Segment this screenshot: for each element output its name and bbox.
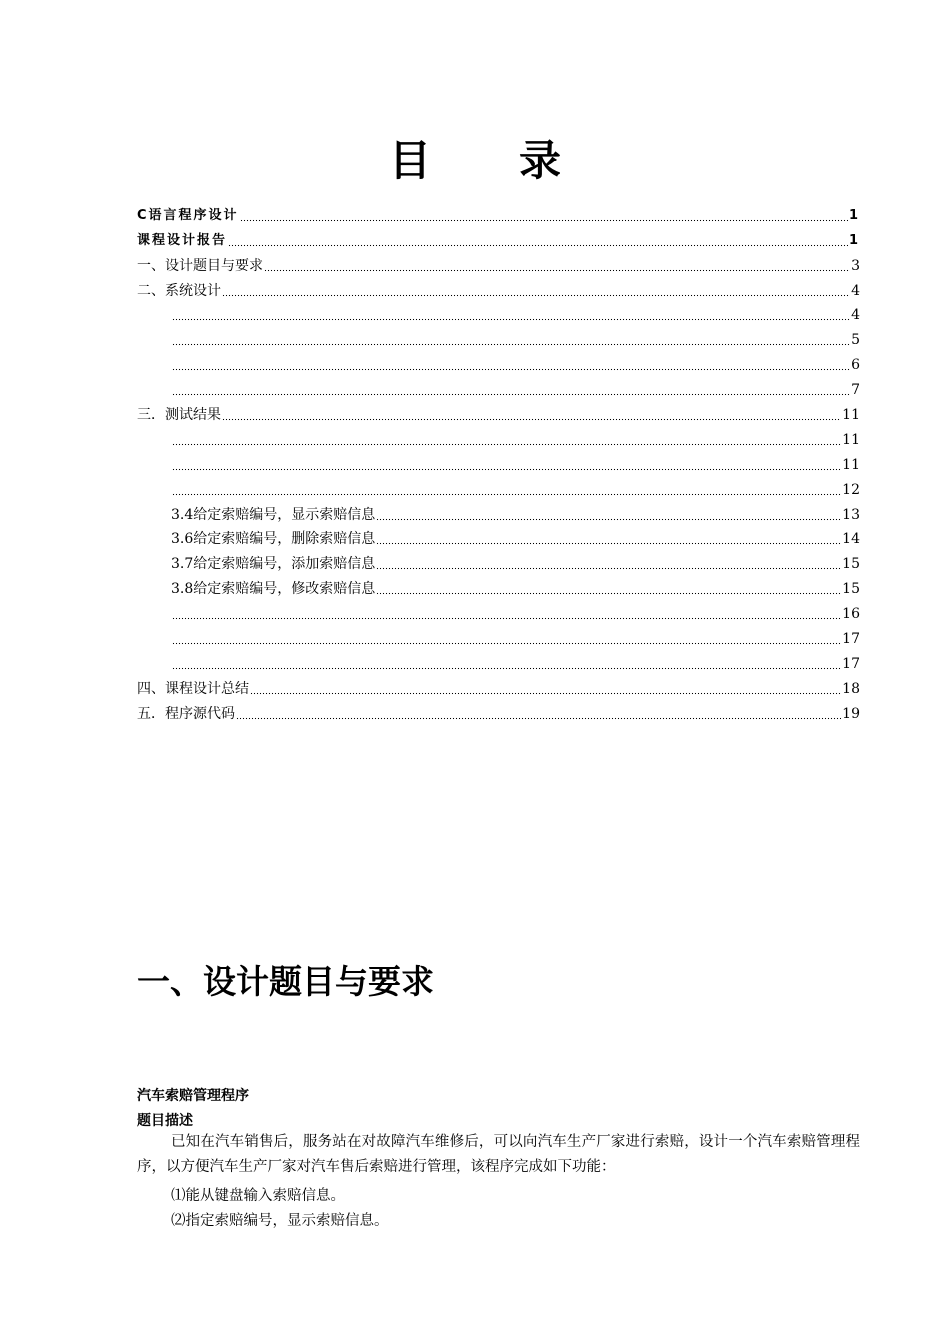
- requirement-item: ⑴能从键盘输入索赔信息。: [171, 1188, 345, 1204]
- toc-entry[interactable]: [137, 374, 860, 399]
- table-of-contents: [137, 200, 860, 723]
- toc-entry[interactable]: 一、设计题目与要求 3: [137, 257, 860, 274]
- toc-page-number: 13: [842, 506, 860, 523]
- toc-page-number: 15: [842, 556, 860, 573]
- toc-page-number: 3: [851, 257, 860, 274]
- toc-entry[interactable]: [137, 648, 860, 673]
- toc-page-number: 7: [851, 382, 860, 399]
- toc-entry[interactable]: [137, 623, 860, 648]
- description-title: 题目描述: [137, 1113, 193, 1129]
- toc-page-number: 16: [842, 606, 860, 623]
- toc-entry[interactable]: [137, 300, 860, 325]
- toc-entry[interactable]: 四、课程设计总结 18: [137, 680, 860, 697]
- toc-page-number: 1: [848, 207, 860, 223]
- toc-entry[interactable]: 3.8给定索赔编号，修改索赔信息 15: [171, 581, 860, 598]
- toc-page-number: 12: [842, 481, 860, 498]
- toc-page-number: 5: [851, 332, 860, 349]
- toc-page-number: 4: [851, 307, 860, 324]
- toc-page-number: 11: [842, 456, 860, 473]
- toc-entry[interactable]: [137, 424, 860, 449]
- toc-page-number: 15: [842, 581, 860, 598]
- requirement-item: ⑵指定索赔编号，显示索赔信息。: [171, 1213, 389, 1229]
- toc-page-number: 1: [848, 232, 860, 248]
- toc-entry[interactable]: 课程设计报告 1: [137, 232, 860, 248]
- toc-entry[interactable]: 三．测试结果 11: [137, 407, 860, 424]
- toc-page-number: 4: [851, 282, 860, 299]
- toc-page-number: 18: [842, 680, 860, 697]
- section-heading: 一、设计题目与要求: [137, 962, 434, 1001]
- toc-page-number: 19: [842, 705, 860, 722]
- description-paragraph: 已知在汽车销售后，服务站在对故障汽车维修后，可以向汽车生产厂家进行索赔，设计一个汽车索赔管理程序，以方便汽车生产厂家对汽车售后索赔进行管理，该程序完成如下功能：: [137, 1134, 860, 1175]
- toc-entry[interactable]: [137, 324, 860, 349]
- toc-page-number: 6: [851, 357, 860, 374]
- toc-entry[interactable]: [137, 474, 860, 499]
- toc-entry[interactable]: 3.4给定索赔编号，显示索赔信息 13: [171, 506, 860, 523]
- toc-title-right: 录: [519, 136, 562, 185]
- toc-entry[interactable]: [137, 449, 860, 474]
- toc-title-left: 目: [388, 136, 431, 185]
- toc-page-number: 17: [842, 655, 860, 672]
- toc-entry[interactable]: 3.7给定索赔编号，添加索赔信息 15: [171, 556, 860, 573]
- toc-page-number: 11: [842, 431, 860, 448]
- toc-page-number: 14: [842, 531, 860, 548]
- toc-entry[interactable]: [137, 349, 860, 374]
- project-title: 汽车索赔管理程序: [137, 1088, 249, 1104]
- toc-entry[interactable]: 五．程序源代码 19: [137, 705, 860, 722]
- toc-entry[interactable]: 二、系统设计 4: [137, 282, 860, 299]
- toc-page-number: 11: [842, 407, 860, 424]
- toc-entry[interactable]: [137, 598, 860, 623]
- toc-entry[interactable]: C语言程序设计 1: [137, 207, 860, 223]
- toc-entry[interactable]: 3.6给定索赔编号，删除索赔信息 14: [171, 531, 860, 548]
- toc-page-number: 17: [842, 631, 860, 648]
- toc-title: [0, 128, 950, 188]
